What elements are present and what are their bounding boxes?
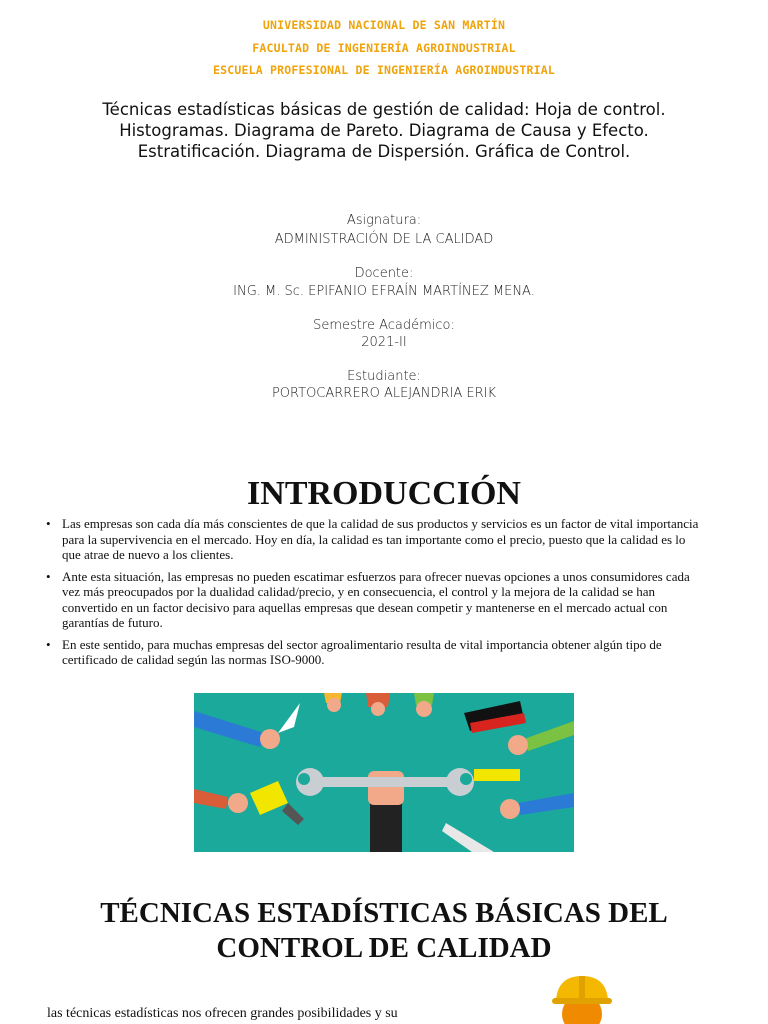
- student-label: Estudiante:: [347, 369, 421, 384]
- bullet-marker: •: [46, 636, 51, 652]
- teacher-value: ING. M. Sc. EPIFANIO EFRAÍN MARTÍNEZ MENA.: [233, 284, 535, 299]
- introduction-bullet-list: [44, 516, 704, 674]
- subject-label: Asignatura:: [346, 213, 422, 228]
- school-name: ESCUELA PROFESIONAL DE INGENIERÍA AGROINDUSTRIAL: [213, 63, 555, 77]
- subject-value: ADMINISTRACIÓN DE LA CALIDAD: [274, 232, 494, 247]
- faculty-name: FACULTAD DE INGENIERÍA AGROINDUSTRIAL: [252, 41, 516, 55]
- student-value: PORTOCARRERO ALEJANDRIA ERIK: [271, 386, 497, 401]
- section-heading: TÉCNICAS ESTADÍSTICAS BÁSICAS DEL CONTROL DE CALIDAD: [100, 897, 668, 964]
- list-item: [44, 637, 704, 668]
- bullet-marker: •: [46, 516, 51, 531]
- semester-value: 2021-II: [361, 335, 407, 350]
- teamwork-tools-illustration: [194, 693, 574, 852]
- list-item: [44, 569, 704, 631]
- list-item: [44, 516, 704, 563]
- teacher-label: Docente:: [354, 266, 414, 281]
- document-title: Técnicas estadísticas básicas de gestión de calidad: Hoja de control. Histogramas. Diagrama de Pareto. Diagrama de Causa y Efecto. Estratificación. Diagrama de Dispersión. Gráfica de Control.: [102, 100, 666, 161]
- university-name: UNIVERSIDAD NACIONAL DE SAN MARTÍN: [262, 18, 506, 32]
- semester-label: Semestre Académico:: [313, 318, 455, 333]
- bullet-text: En este sentido, para muchas empresas del sector agroalimentario resulta de vital importancia obtener algún tipo de certificado de calidad según las normas ISO-9000.: [62, 636, 662, 667]
- worker-helmet-icon: [550, 970, 614, 1024]
- section-body-text: las técnicas estadísticas nos ofrecen grandes posibilidades y su: [47, 1006, 398, 1021]
- bullet-text: Ante esta situación, las empresas no pueden escatimar esfuerzos para ofrecer nuevas opciones a unos consumidores cada vez más preocupados por la dualidad calidad/precio, y en consecuencia, el control y la mejora de la calidad se han convertido en un factor decisivo para aquellas empresas que desean competir y mantenerse en el mercado actual con garantías de futuro.: [62, 568, 690, 630]
- introduction-heading: INTRODUCCIÓN: [247, 475, 521, 512]
- bullet-text: Las empresas son cada día más conscientes de que la calidad de sus productos y servicios es un factor de vital importancia para la supervivencia en el mercado. Hoy en día, la calidad es tan importante como el precio, puesto que la calidad es lo que atrae de nuevo a los clientes.: [62, 516, 699, 562]
- bullet-marker: •: [46, 568, 51, 584]
